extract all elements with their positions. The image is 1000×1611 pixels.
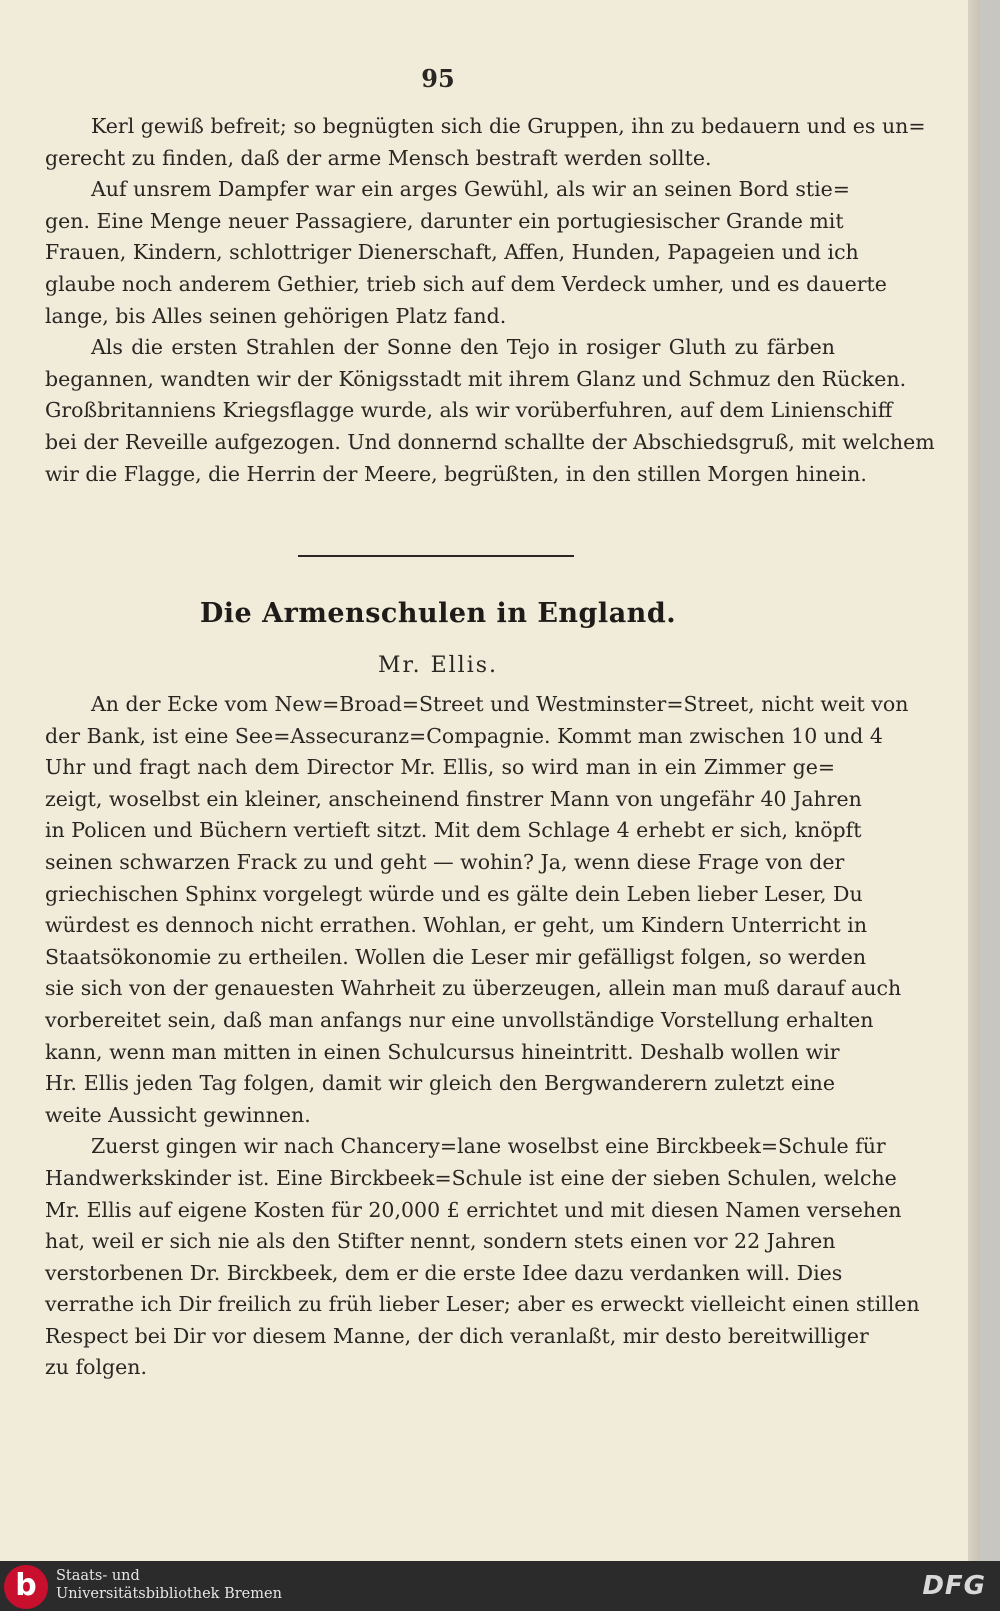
paragraph xyxy=(45,1131,920,1384)
text-line: Hr. Ellis jeden Tag folgen, damit wir gleich den Bergwanderern zuletzt eine xyxy=(45,1071,835,1096)
paragraph xyxy=(45,332,935,490)
article-title: Die Armenschulen in England. xyxy=(199,598,677,629)
text-line: Auf unsrem Dampfer war ein arges Gewühl, als wir an seinen Bord stie= xyxy=(91,177,850,202)
text-block-article xyxy=(45,689,920,1384)
text-line: gen. Eine Menge neuer Passagiere, darunter ein portugiesischer Grande mit xyxy=(45,208,844,233)
text-line: griechischen Sphinx vorgelegt würde und es gälte dein Leben lieber Leser, Du xyxy=(45,881,863,906)
text-line: Als die ersten Strahlen der Sonne den Tejo in rosiger Gluth zu färben xyxy=(91,335,835,360)
paragraph xyxy=(45,174,887,332)
text-line: wir die Flagge, die Herrin der Meere, begrüßten, in den stillen Morgen hinein. xyxy=(45,461,867,486)
text-line: Mr. Ellis auf eigene Kosten für 20,000 £ errichtet und mit diesen Namen versehen xyxy=(45,1197,902,1222)
text-line: seinen schwarzen Frack zu und geht — wohin? Ja, wenn diese Frage von der xyxy=(45,849,845,874)
article-subtitle: Mr. Ellis. xyxy=(377,653,499,678)
text-line: zeigt, woselbst ein kleiner, anscheinend finstrer Mann von ungefähr 40 Jahren xyxy=(45,786,862,811)
text-line: Frauen, Kindern, schlottriger Dienerschaft, Affen, Hunden, Papageien und ich xyxy=(45,240,859,265)
text-line: bei der Reveille aufgezogen. Und donnernd schallte der Abschiedsgruß, mit welchem xyxy=(45,429,935,454)
footer-bar xyxy=(0,1561,1000,1611)
text-line: sie sich von der genauesten Wahrheit zu überzeugen, allein man muß darauf auch xyxy=(45,976,902,1001)
library-name-line-1: Staats- und xyxy=(56,1568,140,1584)
text-line: Staatsökonomie zu ertheilen. Wollen die Leser mir gefälligst folgen, so werden xyxy=(45,944,867,969)
text-line: An der Ecke vom New=Broad=Street und Westminster=Street, nicht weit von xyxy=(91,692,909,716)
text-line: zu folgen. xyxy=(45,1355,147,1380)
text-block-top xyxy=(45,111,935,490)
library-name[interactable] xyxy=(56,1567,282,1603)
library-name-line-2: Universitätsbibliothek Bremen xyxy=(56,1586,282,1602)
library-logo-icon[interactable]: b xyxy=(4,1565,48,1609)
section-divider xyxy=(298,555,574,557)
text-line: Handwerkskinder ist. Eine Birckbeek=Schule ist eine der sieben Schulen, welche xyxy=(45,1165,897,1190)
dfg-logo-icon[interactable]: DFG xyxy=(922,1571,986,1601)
paragraph xyxy=(45,689,909,1131)
text-line: Respect bei Dir vor diesem Manne, der dich veranlaßt, mir desto bereitwilliger xyxy=(45,1323,869,1348)
text-line: verstorbenen Dr. Birckbeek, dem er die erste Idee dazu verdanken will. Dies xyxy=(45,1260,843,1285)
text-line: lange, bis Alles seinen gehörigen Platz fand. xyxy=(45,303,507,328)
text-line: glaube noch anderem Gethier, trieb sich auf dem Verdeck umher, und es dauerte xyxy=(45,271,887,296)
text-line: begannen, wandten wir der Königsstadt mit ihrem Glanz und Schmuz den Rücken. xyxy=(45,366,907,391)
text-line: gerecht zu finden, daß der arme Mensch bestraft werden sollte. xyxy=(45,145,712,170)
page-edge-shadow xyxy=(968,0,980,1561)
text-line: in Policen und Büchern vertieft sitzt. Mit dem Schlage 4 erhebt er sich, knöpft xyxy=(45,818,862,843)
text-line: Großbritanniens Kriegsflagge wurde, als wir vorüberfuhren, auf dem Linienschiff xyxy=(45,398,893,423)
text-line: würdest es dennoch nicht errathen. Wohlan, er geht, um Kindern Unterricht in xyxy=(45,913,868,938)
text-line: Uhr und fragt nach dem Director Mr. Ellis, so wird man in ein Zimmer ge= xyxy=(45,755,835,780)
text-line: Zuerst gingen wir nach Chancery=lane woselbst eine Birckbeek=Schule für xyxy=(91,1134,886,1159)
text-line: vorbereitet sein, daß man anfangs nur eine unvollständige Vorstellung erhalten xyxy=(45,1007,874,1032)
paragraph xyxy=(45,111,926,174)
text-line: der Bank, ist eine See=Assecuranz=Compagnie. Kommt man zwischen 10 und 4 xyxy=(45,723,883,748)
text-line: verrathe ich Dir freilich zu früh lieber Leser; aber es erweckt vielleicht einen stillen xyxy=(45,1292,920,1317)
text-line: Kerl gewiß befreit; so begnügten sich die Gruppen, ihn zu bedauern und es un= xyxy=(91,114,926,138)
text-line: hat, weil er sich nie als den Stifter nennt, sondern stets einen vor 22 Jahren xyxy=(45,1229,836,1254)
text-line: weite Aussicht gewinnen. xyxy=(45,1102,311,1127)
text-line: kann, wenn man mitten in einen Schulcursus hineintritt. Deshalb wollen wir xyxy=(45,1039,840,1064)
page-number: 95 xyxy=(421,64,455,93)
